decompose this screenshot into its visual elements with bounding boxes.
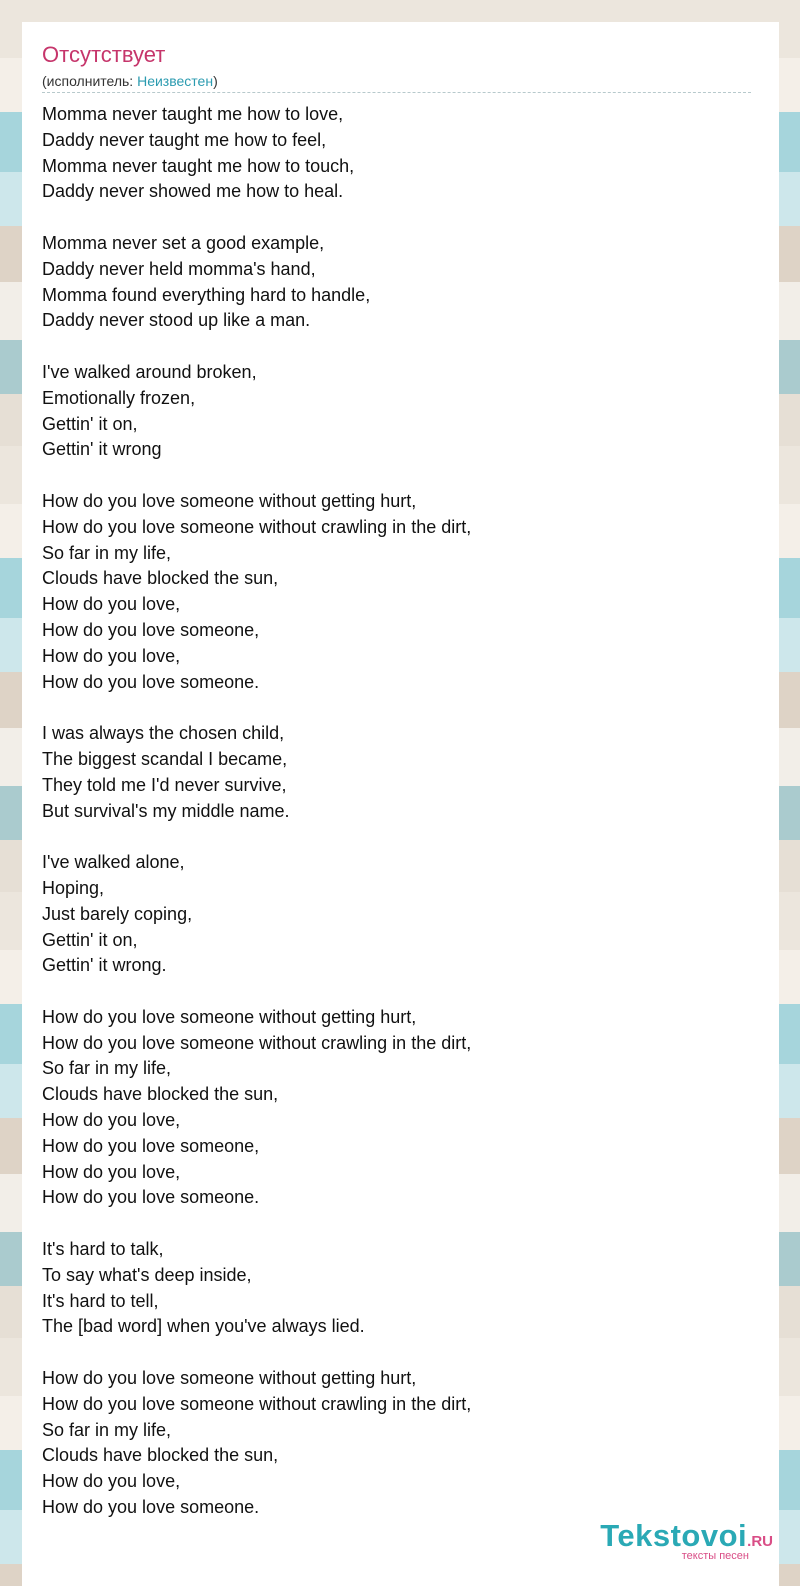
lyric-line: How do you love someone without getting hurt, [42, 490, 417, 511]
logo-tld: .RU [747, 1533, 773, 1550]
site-logo[interactable] [600, 1520, 773, 1562]
lyric-line: It's hard to talk, [42, 1239, 164, 1260]
lyric-line: Momma never set a good example, [42, 232, 325, 253]
lyric-line: How do you love someone, [42, 1135, 260, 1156]
lyric-line: Daddy never showed me how to heal. [42, 181, 344, 202]
lyric-line: Clouds have blocked the sun, [42, 1084, 279, 1105]
lyrics-body [42, 102, 742, 1547]
lyric-line: Emotionally frozen, [42, 387, 196, 408]
lyric-line: How do you love, [42, 1161, 181, 1182]
lyric-line: So far in my life, [42, 542, 172, 563]
lyric-line: The [bad word] when you've always lied. [42, 1316, 365, 1337]
lyric-line: They told me I'd never survive, [42, 774, 287, 795]
lyric-line: So far in my life, [42, 1058, 172, 1079]
lyric-line: How do you love someone without crawling in the dirt, [42, 1032, 472, 1053]
lyric-line: How do you love someone. [42, 1187, 260, 1208]
lyric-line: How do you love someone without getting hurt, [42, 1368, 417, 1389]
lyric-line: Gettin' it on, [42, 929, 138, 950]
lyrics-stanza [42, 102, 742, 205]
lyric-line: How do you love someone without crawling in the dirt, [42, 1393, 472, 1414]
lyric-line: Clouds have blocked the sun, [42, 1445, 279, 1466]
divider [42, 92, 751, 93]
lyric-line: Daddy never held momma's hand, [42, 258, 316, 279]
lyric-line: Momma never taught me how to touch, [42, 155, 355, 176]
lyric-line: Clouds have blocked the sun, [42, 568, 279, 589]
lyric-line: Gettin' it wrong [42, 439, 162, 460]
lyric-line: The biggest scandal I became, [42, 748, 288, 769]
artist-link[interactable]: Неизвестен [137, 73, 214, 89]
song-title: Отсутствует [42, 42, 166, 67]
artist-line [42, 73, 218, 89]
logo-name: Tekstovoi [600, 1518, 748, 1553]
lyric-line: How do you love someone. [42, 1497, 260, 1518]
lyric-line: Momma never taught me how to love, [42, 104, 344, 124]
artist-prefix: (исполнитель: [42, 73, 138, 89]
lyric-line: Gettin' it on, [42, 413, 138, 434]
lyric-line: Daddy never stood up like a man. [42, 310, 311, 331]
lyric-line: So far in my life, [42, 1419, 172, 1440]
lyric-line: It's hard to tell, [42, 1290, 159, 1311]
lyric-line: How do you love someone without getting hurt, [42, 1006, 417, 1027]
lyric-line: How do you love someone. [42, 671, 260, 692]
lyric-line: Momma found everything hard to handle, [42, 284, 371, 305]
lyric-line: Daddy never taught me how to feel, [42, 129, 327, 150]
lyric-line: Gettin' it wrong. [42, 955, 167, 976]
lyric-line: I've walked around broken, [42, 361, 257, 382]
lyric-line: Just barely coping, [42, 903, 193, 924]
lyric-line: How do you love, [42, 645, 181, 666]
lyric-line: How do you love, [42, 1110, 181, 1131]
lyric-line: I was always the chosen child, [42, 723, 285, 744]
lyric-line: How do you love someone, [42, 619, 260, 640]
lyric-line: I've walked alone, [42, 852, 185, 873]
logo-tagline: тексты песен [681, 1550, 749, 1562]
lyric-line: To say what's deep inside, [42, 1264, 252, 1285]
lyric-line: How do you love, [42, 1471, 181, 1492]
lyrics-stanza [42, 360, 742, 463]
lyrics-stanza [42, 1366, 742, 1521]
lyrics-stanza [42, 231, 742, 334]
lyrics-stanza [42, 1237, 742, 1340]
lyric-line: How do you love, [42, 594, 181, 615]
lyric-line: But survival's my middle name. [42, 800, 290, 821]
lyric-line: Hoping, [42, 877, 105, 898]
lyrics-sheet [22, 22, 779, 1586]
lyric-line: How do you love someone without crawling in the dirt, [42, 516, 472, 537]
artist-suffix: ) [213, 73, 218, 89]
lyrics-stanza [42, 489, 742, 695]
lyrics-stanza [42, 850, 742, 979]
lyrics-stanza [42, 721, 742, 824]
lyrics-stanza [42, 1005, 742, 1211]
